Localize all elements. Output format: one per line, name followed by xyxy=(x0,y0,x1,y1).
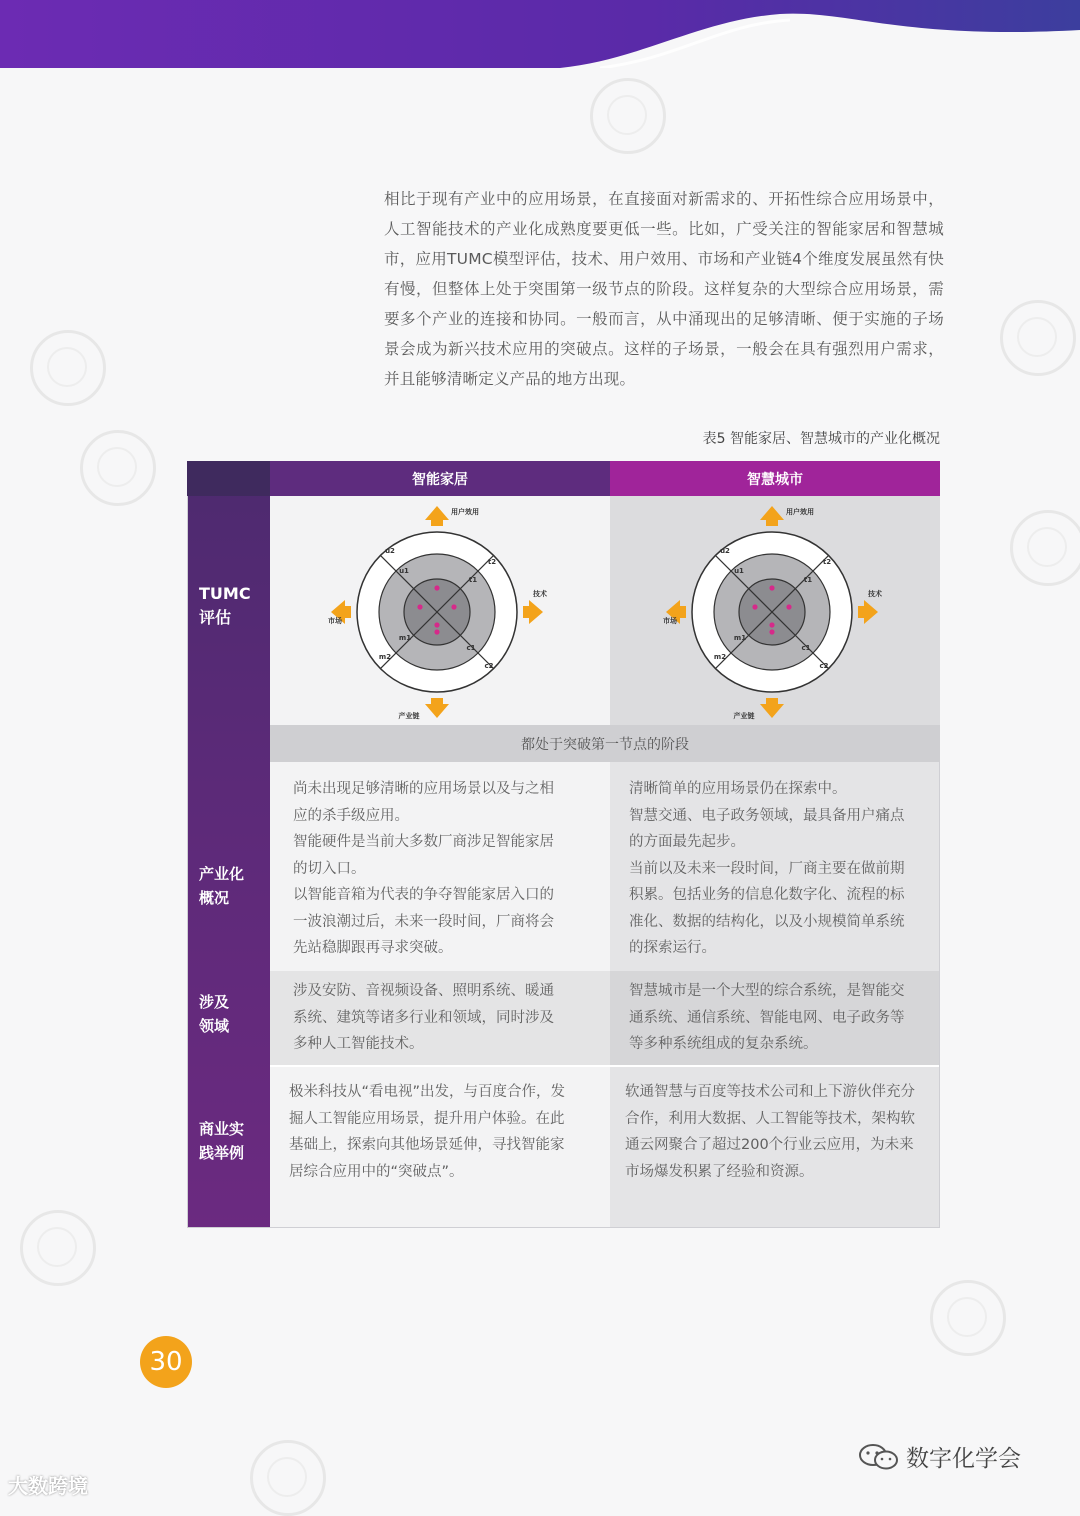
data-dot xyxy=(434,622,439,627)
arrow-up-icon xyxy=(425,506,449,526)
row-label-practice: 商业实 践举例 xyxy=(199,1120,245,1162)
home-domain-text: 涉及安防、音视频设备、照明系统、暖通系统、建筑等诸多行业和领域，同时涉及多种人工智能技术。 xyxy=(293,983,554,1052)
label-chain: 产业链 xyxy=(398,712,420,720)
header-smart-city: 智慧城市 xyxy=(610,461,940,496)
data-dot xyxy=(434,629,439,634)
page-number: 30 xyxy=(140,1336,192,1388)
arrow-right-icon xyxy=(858,600,878,624)
label-t1: t1 xyxy=(803,576,813,584)
arrow-down-icon xyxy=(425,698,449,718)
watermark-seal xyxy=(1010,510,1080,586)
label-u1: u1 xyxy=(399,567,409,575)
label-t2: t2 xyxy=(822,558,832,566)
city-domain-text: 智慧城市是一个大型的综合系统，是智能交通系统、通信系统、智能电网、电子政务等等多种系统组成的复杂系统。 xyxy=(629,983,905,1052)
label-m1: m1 xyxy=(733,634,747,642)
tumc-chart xyxy=(270,496,610,725)
label-tech: 技术 xyxy=(533,590,547,598)
label-market: 市场 xyxy=(328,617,342,625)
watermark-seal xyxy=(1000,300,1076,376)
data-dot xyxy=(769,629,774,634)
header-smart-home: 智能家居 xyxy=(270,461,610,496)
label-c2: c2 xyxy=(484,662,494,670)
tumc-chart xyxy=(610,496,940,725)
label-t2: t2 xyxy=(487,558,497,566)
wechat-icon xyxy=(858,1443,900,1471)
watermark-seal xyxy=(30,330,106,406)
label-c1: c1 xyxy=(801,644,811,652)
label-t1: t1 xyxy=(468,576,478,584)
home-industry-text: 尚未出现足够清晰的应用场景以及与之相应的杀手级应用。 智能硬件是当前大多数厂商涉足智能家居的切入口。 以智能音箱为代表的争夺智能家居入口的一波浪潮过后，未来一段时间，厂商将会先站稳脚跟再寻求突破。 xyxy=(293,781,554,956)
data-dot xyxy=(451,604,456,609)
home-practice-text: 极米科技从“看电视”出发，与百度合作，发掘人工智能应用场景，提升用户体验。在此基础上，探索向其他场景延伸，寻找智能家居综合应用中的“突破点”。 xyxy=(289,1084,566,1180)
label-m2: m2 xyxy=(378,653,392,661)
row-label-domain: 涉及 领域 xyxy=(199,993,230,1035)
data-dot xyxy=(417,604,422,609)
label-u2: u2 xyxy=(385,547,395,555)
data-dot xyxy=(434,585,439,590)
label-market: 市场 xyxy=(663,617,677,625)
label-m2: m2 xyxy=(713,653,727,661)
label-tech: 技术 xyxy=(868,590,882,598)
arrow-up-icon xyxy=(760,506,784,526)
label-u1: u1 xyxy=(734,567,744,575)
data-dot xyxy=(769,622,774,627)
label-c2: c2 xyxy=(819,662,829,670)
watermark-right xyxy=(858,1440,1021,1473)
arrow-down-icon xyxy=(760,698,784,718)
label-user: 用户效用 xyxy=(786,508,814,516)
city-industry-text: 清晰简单的应用场景仍在探索中。 智慧交通、电子政务领域，最具备用户痛点的方面最先起步。 当前以及未来一段时间，厂商主要在做前期积累。包括业务的信息化数字化、流程的标准化、数据的结构化，以及小规模简单系统的探索运行。 xyxy=(629,781,905,956)
watermark-seal xyxy=(930,1280,1006,1356)
intro-paragraph: 相比于现有产业中的应用场景，在直接面对新需求的、开拓性综合应用场景中，人工智能技术的产业化成熟度要更低一些。比如，广受关注的智能家居和智慧城市，应用TUMC模型评估，技术、用户效用、市场和产业链4个维度发展虽然有快有慢，但整体上处于突围第一级节点的阶段。这样复杂的大型综合应用场景，需要多个产业的连接和协同。一般而言，从中涌现出的足够清晰、便于实施的子场景会成为新兴技术应用的突破点。这样的子场景，一般会在具有强烈用户需求，并且能够清晰定义产品的地方出现。 xyxy=(384,190,944,388)
watermark-seal xyxy=(20,1210,96,1286)
data-dot xyxy=(769,585,774,590)
watermark-left: 大数跨境 xyxy=(8,1474,88,1498)
row-sep-1 xyxy=(270,1065,940,1067)
label-user: 用户效用 xyxy=(451,508,479,516)
row-label-industry: 产业化 概况 xyxy=(199,865,245,907)
label-m1: m1 xyxy=(398,634,412,642)
comparison-table xyxy=(187,461,940,1228)
label-u2: u2 xyxy=(720,547,730,555)
watermark-seal xyxy=(80,430,156,506)
data-dot xyxy=(786,604,791,609)
tumc-diagram-home xyxy=(270,496,610,725)
header-corner xyxy=(187,461,270,496)
label-c1: c1 xyxy=(466,644,476,652)
arrow-right-icon xyxy=(523,600,543,624)
data-dot xyxy=(752,604,757,609)
watermark-right-text: 数字化学会 xyxy=(906,1446,1021,1472)
top-banner xyxy=(0,0,1080,68)
tumc-diagram-city xyxy=(610,496,940,725)
table-caption: 表5 智能家居、智慧城市的产业化概况 xyxy=(702,431,940,447)
city-practice-text: 软通智慧与百度等技术公司和上下游伙伴充分合作，利用大数据、人工智能等技术，架构软通云网聚合了超过200个行业云应用，为未来市场爆发积累了经验和资源。 xyxy=(625,1084,915,1180)
watermark-seal xyxy=(590,78,666,154)
row-label-tumc: TUMC 评估 xyxy=(199,584,251,627)
stage-banner: 都处于突破第一节点的阶段 xyxy=(270,725,940,762)
label-chain: 产业链 xyxy=(733,712,755,720)
